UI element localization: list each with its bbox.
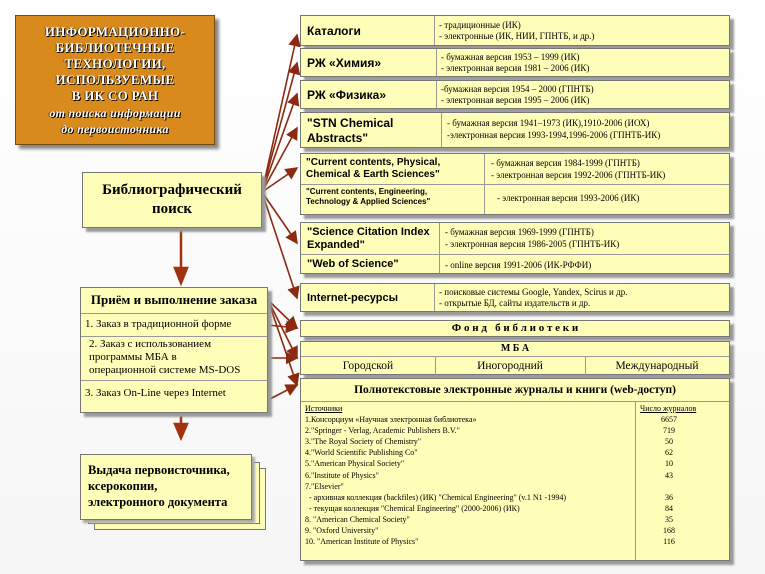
stn-label: "STN Chemical Abstracts": [307, 116, 394, 145]
journal-row-count: 6657: [661, 415, 677, 424]
arrow-inet: [262, 192, 297, 298]
journal-row-source: 4."World Scientific Publishing Co": [305, 448, 418, 458]
rzh-chem-label: РЖ «Химия»: [307, 56, 382, 70]
order-box: [80, 287, 268, 413]
journal-row-source: 8. "American Chemical Society": [305, 514, 410, 524]
fund-label: Ф о н д б и б л и о т е к и: [451, 322, 579, 334]
internet-label: Internet-ресурсы: [307, 292, 399, 304]
delivery-label: Выдача первоисточника,: [88, 463, 230, 477]
delivery-label: электронного документа: [88, 495, 228, 509]
arrow-journals: [268, 300, 297, 385]
journal-row-count: 84: [665, 503, 673, 513]
mba-label: М Б А: [301, 342, 729, 357]
arrow-sci: [262, 192, 297, 243]
col-count-header: Число журналов: [640, 404, 697, 413]
journal-row-source: 10. "American Institute of Physics": [305, 537, 419, 547]
arrow-phys: [262, 94, 297, 192]
wos-label: "Web of Science": [307, 258, 399, 270]
journal-row-count: 62: [665, 448, 673, 458]
title-line: В ИК СО РАН: [71, 88, 159, 103]
journal-row-source: 1.Консорциум «Научная электронная библиотека»: [305, 415, 477, 424]
rzh-chem-box: РЖ «Химия» - бумажная версия 1953 – 1999 (ИК) - электронная версия 1981 – 2006 (ИК): [300, 48, 730, 77]
mba-intercity: Иногородний: [435, 356, 586, 376]
current-contents-box: "Current contents, Physical, Chemical & Earth Sciences" - бумажная версия 1984-1999 (ГПНТБ) - электронная версия 1992-2006 (ГПНТБ-ИК) "Current contents, Engineering, Technology & Applied Sciences" - электронная версия 1993-2006 (ИК): [300, 153, 730, 215]
title-line: БИБЛИОТЕЧНЫЕ: [55, 40, 175, 55]
fund-box: [300, 320, 730, 337]
cc-engineering-label: "Current contents, Engineering, Technology & Applied Sciences": [306, 187, 431, 206]
catalogs-box: Каталоги - традиционные (ИК) - электронные (ИК, НИИ, ГПНТБ, и др.): [300, 15, 730, 46]
arrow-mba: [268, 300, 297, 358]
journal-row-source: - текущая коллекция "Chemical Engineering" (2000-2006) (ИК): [305, 503, 520, 513]
journal-row-count: 116: [663, 537, 675, 547]
journal-row-source: 3."The Royal Society of Chemistry": [305, 437, 422, 447]
journal-row-count: 10: [665, 459, 673, 469]
arrow-catalogs: [262, 35, 297, 192]
rzh-phys-label: РЖ «Физика»: [307, 88, 387, 102]
journal-row-count: 36: [665, 492, 673, 502]
title-line: ИНФОРМАЦИОННО-: [44, 24, 186, 39]
title-subtitle: до первоисточника: [61, 122, 169, 136]
arrow-chem: [262, 63, 297, 192]
journal-row-count: 43: [665, 470, 673, 480]
title-line: ТЕХНОЛОГИИ,: [64, 56, 166, 71]
internet-box: Internet-ресурсы - поисковые системы Google, Yandex, Scirus и др. - открытые БД, сайты издательств и др.: [300, 283, 730, 312]
order-item: 2. Заказ с использованием программы МБА в операционной системе MS-DOS: [81, 336, 267, 381]
journal-row-count: 35: [665, 514, 673, 524]
journal-row-source: 2."Springer - Verlag, Academic Publishers B.V.": [305, 426, 460, 436]
journals-title: Полнотекстовые электронные журналы и книги (web-доступ): [301, 379, 729, 402]
journal-row-source: 6."Institute of Physics": [305, 470, 379, 480]
journal-row-count: 50: [665, 437, 673, 447]
mba-city: Городской: [301, 356, 436, 376]
order-title: Приём и выполнение заказа: [81, 288, 267, 314]
bibliographic-search-box: [82, 172, 262, 228]
mba-international: Международный: [615, 360, 699, 372]
journals-box: [300, 378, 730, 561]
catalogs-label: Каталоги: [307, 24, 361, 38]
rzh-phys-box: РЖ «Физика» -бумажная версия 1954 – 2000 (ГПНТБ) - электронная версия 1995 – 2006 (ИК): [300, 80, 730, 109]
title-subtitle: от поиска информации: [49, 106, 181, 120]
arrow-stn: [262, 128, 297, 192]
journal-row-source: 9. "Oxford University": [305, 526, 379, 535]
title-box: [15, 15, 215, 145]
col-source-header: Источники: [305, 404, 343, 413]
journal-row-count: 168: [663, 526, 675, 535]
sci-label: "Science Citation Index Expanded": [307, 226, 430, 251]
journal-row-source: 5."American Physical Society": [305, 459, 405, 469]
sci-wos-box: "Science Citation Index Expanded" - бумажная версия 1969-1999 (ГПНТБ) - электронная версия 1986-2005 (ГПНТБ-ИК) "Web of Science" - online версия 1991-2006 (ИК-РФФИ): [300, 222, 730, 274]
journal-row-count: 719: [663, 426, 675, 436]
stn-box: "STN Chemical Abstracts" - бумажная версия 1941–1973 (ИК),1910-2006 (ИОХ) -электронная версия 1993-1994,1996-2006 (ГПНТБ-ИК): [300, 112, 730, 148]
search-label: Библиографический: [102, 182, 242, 198]
search-label: поиск: [151, 201, 193, 217]
journal-row-source: 7."Elsevier": [305, 481, 344, 491]
title-line: ИСПОЛЬЗУЕМЫЕ: [55, 72, 175, 87]
journal-row-source: - архивная коллекция (backfiles) (ИК) "Chemical Engineering" (v.1 N1 -1994): [305, 492, 567, 502]
order-item: 1. Заказ в традиционной форме: [81, 313, 267, 337]
cc-physical-label: "Current contents, Physical, Chemical & Earth Sciences": [306, 157, 441, 180]
mba-box: [300, 341, 730, 375]
delivery-box: [80, 454, 252, 520]
delivery-label: ксерокопии,: [88, 479, 158, 493]
order-item: 3. Заказ On-Line через Internet: [85, 387, 226, 399]
